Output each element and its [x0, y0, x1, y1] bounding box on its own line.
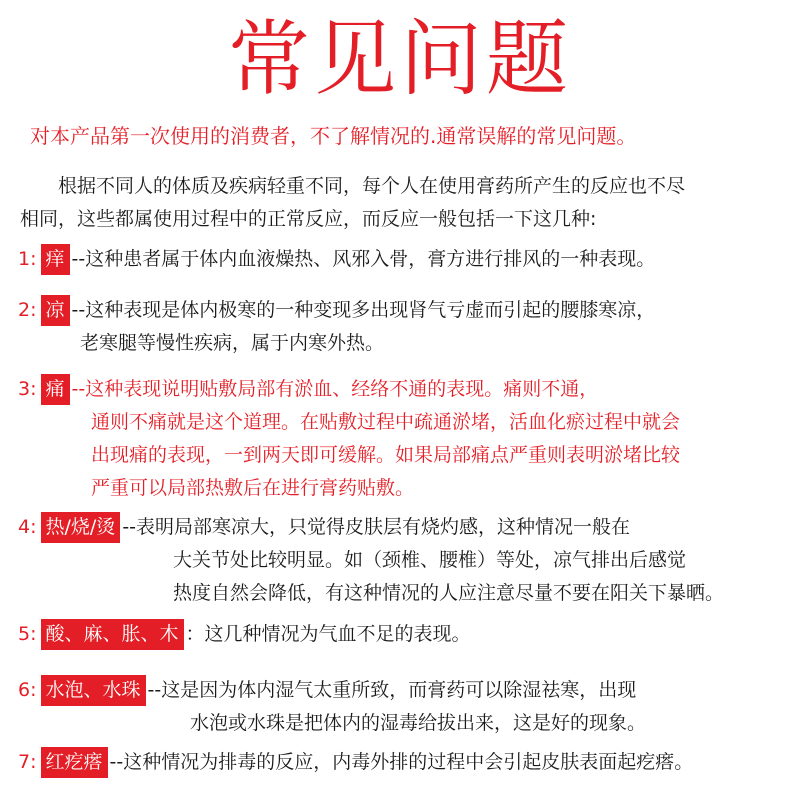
item-tag: 痛: [41, 374, 70, 405]
item-number: 7:: [18, 751, 37, 773]
intro-line-2: 相同，这些都属使用过程中的正常反应，而反应一般包括一下这几种:: [20, 208, 597, 230]
item-tag: 酸、麻、胀、木: [41, 619, 184, 650]
item-number: 5:: [18, 623, 37, 645]
item-number: 3:: [18, 378, 37, 400]
item-tag: 水泡、水珠: [41, 675, 146, 706]
faq-item-itch: [18, 243, 793, 276]
item-text-line: 严重可以局部热敷后在进行膏药贴敷。: [91, 477, 415, 499]
item-tag: 热/烧/烫: [41, 512, 121, 543]
faq-item-sore-numb: [18, 618, 793, 651]
faq-item-red-bumps: [18, 746, 793, 779]
intro-paragraph: [20, 170, 790, 236]
faq-item-pain: [18, 373, 793, 505]
item-tag: 红疙瘩: [41, 747, 108, 778]
item-text-line: --这是因为体内湿气太重所致，而膏药可以除湿祛寒，出现: [147, 679, 637, 701]
item-number: 2:: [18, 299, 37, 321]
item-tag: 痒: [41, 244, 70, 275]
item-text-line: 大关节处比较明显。如（颈椎、腰椎）等处，凉气排出后感觉: [173, 549, 687, 571]
item-text-line: 出现痛的表现，一到两天即可缓解。如果局部痛点严重则表明淤堵比较: [91, 444, 681, 466]
item-text-line: --这种表现是体内极寒的一种变现多出现肾气亏虚而引起的腰膝寒凉，: [71, 299, 656, 321]
item-text-line: --这种情况为排毒的反应，内毒外排的过程中会引起皮肤表面起疙瘩。: [109, 751, 694, 773]
item-text-line: 热度自然会降低，有这种情况的人应注意尽量不要在阳关下暴晒。: [173, 582, 725, 604]
faq-item-cold: [18, 294, 793, 360]
faq-item-blister: [18, 674, 793, 740]
item-text-line: --这种患者属于体内血液燥热、风邪入骨，膏方进行排风的一种表现。: [71, 248, 656, 270]
page-title: 常见问题: [227, 12, 572, 107]
item-number: 1:: [18, 248, 37, 270]
item-text-line: ：这几种情况为气血不足的表现。: [185, 623, 471, 645]
item-number: 6:: [18, 679, 37, 701]
page-subtitle: 对本产品第一次使用的消费者，不了解情况的.通常误解的常见问题。: [30, 124, 637, 148]
item-text-line: 通则不痛就是这个道理。在贴敷过程中疏通淤堵，活血化瘀过程中就会: [91, 411, 681, 433]
item-text-line: --表明局部寒凉大，只觉得皮肤层有烧灼感，这种情况一般在: [122, 516, 631, 538]
item-text-line: --这种表现说明贴敷局部有淤血、经络不通的表现。痛则不通，: [71, 378, 599, 400]
item-text-line: 老寒腿等慢性疾病，属于内寒外热。: [80, 332, 385, 354]
intro-line-1: 根据不同人的体质及疾病轻重不同，每个人在使用膏药所产生的反应也不尽: [58, 175, 686, 197]
item-number: 4:: [18, 516, 37, 538]
item-text-line: 水泡或水珠是把体内的湿毒给拔出来，这是好的现象。: [190, 712, 647, 734]
faq-item-heat: [18, 511, 793, 610]
item-tag: 凉: [41, 295, 70, 326]
